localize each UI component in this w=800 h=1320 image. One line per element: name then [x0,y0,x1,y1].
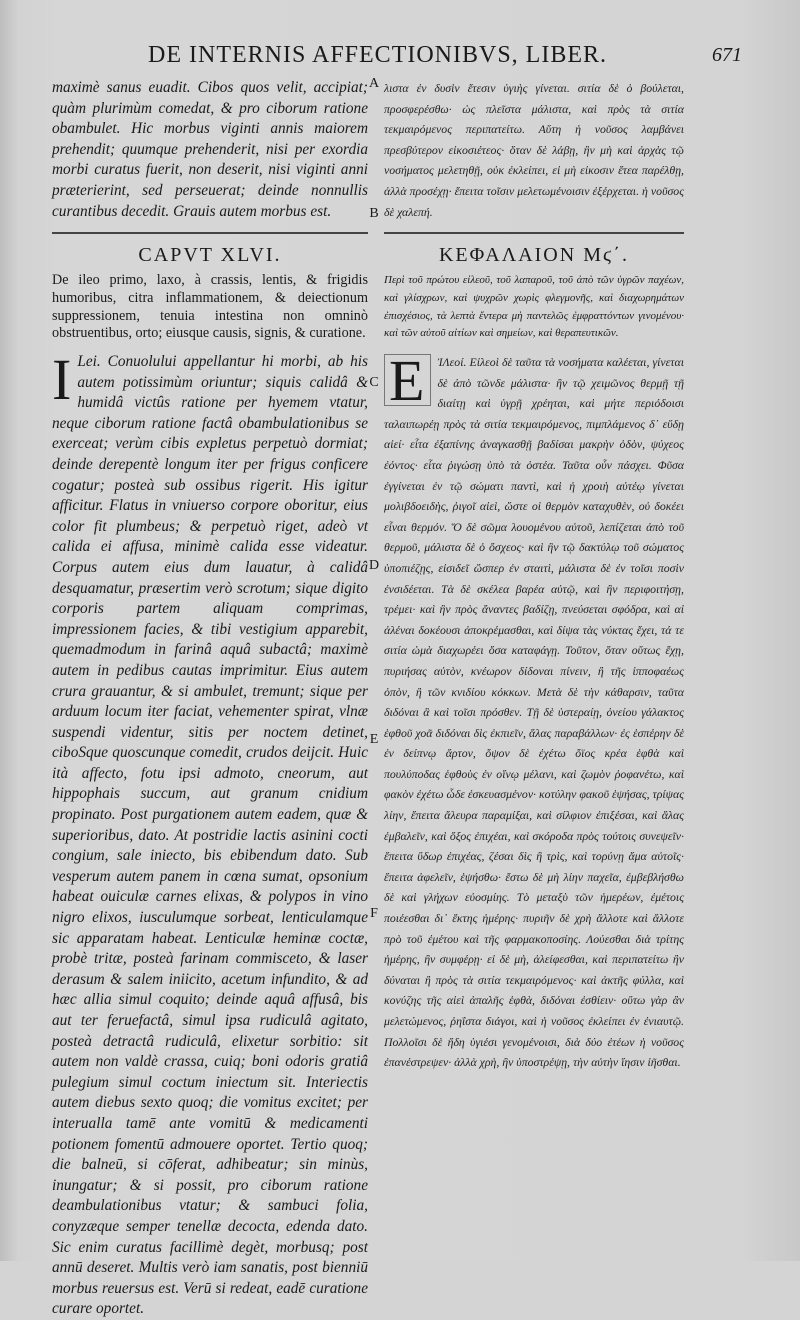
section-rule-left [52,232,368,234]
latin-initial: I [52,347,72,412]
latin-column-body [52,347,368,1318]
latin-column-top [52,78,368,224]
running-title: DE INTERNIS AFFECTIONIBVS, LIBER. [148,42,608,68]
greek-summary-block [384,272,684,350]
chapter-title-latin: CAPVT XLVI. [138,244,282,266]
latin-body-text: Lei. Conuolului appellantur hi morbi, ab his autem potissimùm oriuntur; siquis calidâ & humidâ victûs ratione per hyemem vtatur, neque ciborum ratione factâ obambulationibus se exerceat; verùm cibis expletus perpetuò dormiat; deinde derepentè longum iter per frigus conficere cogatur; posteà sub ossibus rigerit. His igitur afficitur. Flatus in vniuerso corpore oboritur, eius color fit plumbeus; & perpetuò riget, adeò vt calida ei affusa, minimè calida esse videatur. Corpus autem eius dum lauatur, à calidâ desquamatur, præsertim verò scrotum; sique digito corporis partem aliquam comprimas, impressionem facies, & tibi vestigium apparebit, quemadmodum in farinâ aquâ subactâ; maximè autem in pedibus cautas imprimitur. Eius autem crura grauantur, & si ambulet, tremunt; sique per arduum locum iter faciat, vehementer spirat, vlnæ suspendi videntur, sitis per noctem detinet, ciboSque quoscunque comedit, crudos deijcit. Huic ità affecto, fotu ipsi admoto, cneorum, aut hippophais succum, aut granum cnidium propinato. Post purgationem autem eadem, quæ & superioribus, dato. At postridie lactis asinini cocti congium, sale iniecto, bis ebibendum dato. Sub vesperum autem panem in cœna sumat, opsonium habeat ouiculæ carnes elixas, & polypos in vino nigro elixos, iusculumque sorbeat, lenticulamque sic apparatam habeat. Lenticulæ heminæ coctæ, probè tritæ, posteà farinam commisceto, & laser derasum & salem iniicito, acetum infundito, & ad hæc allia simul coquito; deinde aquâ affusâ, bis aut ter feruefactâ, simul ipsa rudiculâ agitato, posteà detractâ rudiculâ, elixetur sorbitio: sit autem non valdè crassa, cuiq; boni odoris gratiâ pulegium simul coctum iniectum sit. Interiectis autem diebus sexto quoq; die vomitus excitet; per interualla tamē ante vomitū & medicamenti potionem fomentū admouere oportet. Tertio quoq; die balneū, si cōferat, adhibeatur; sin minùs, inungatur; & si possit, pro ciborum ratione deambulationibus vtatur; & sambuci folia, conyzæque semper tenellæ decocta, edenda dato. Sic enim curatus facillimè degèt, morbusq; post annū deseret. Multis verò iam sanatis, post bienniū morbus reuersus est. Verū si redeat, eadē curatione curare oportet. [52,353,368,1318]
greek-column-top [384,78,684,224]
chapter-summary-greek: Περὶ τοῦ πρώτου εἰλεοῦ, τοῦ λαπαροῦ, τοῦ ἀπὸ τῶν ὑγρῶν παχέων, καὶ γλίσχρων, καὶ ψυχρῶν χωρὶς φλεγμονῆς, καὶ διαχωρημάτων ἐπισχέσιος, τὰ λεπτὰ ἔντερα μὴ παντελῶς ἐμφραττόντων γινομένου· καὶ τῶν αὐτοῦ αἰτίων καὶ σημείων, καὶ θεραπευτικῶν. [384,274,684,340]
latin-summary-block [52,272,368,350]
marginal-letter-e: E [369,732,379,747]
chapter-summary-latin: De ileo primo, laxo, à crassis, lentis, & frigidis humoribus, citra inflammationem, & deiectionum suppressionem, tenuia intestina non omninò obstruentibus, orto; eiusque causis, signis, & curatione. [52,272,368,342]
marginal-letter-a: A [368,76,380,91]
chapter-title-greek: ΚΕΦΑΛΑΙΟΝ Μϛ΄. [438,244,630,266]
page-number: 671 [712,44,742,66]
greek-column-body [384,348,684,1222]
marginal-letter-c: C [369,375,379,390]
greek-continuation: λιστα ἐν δυσὶν ἔτεσιν ὑγιὴς γίνεται. σιτία δὲ ὁ βούλεται, προσφερέσθω· ὡς πλεῖστα μάλιστα, καὶ πρὸς τὰ σιτία τεκμαιρόμενος περιπατείτω. Αὕτη ἡ νοῦσος λαμβάνει πρεσβύτερον εἰκοσιέτεος· ὅταν δὲ λάβῃ, ἢν μὴ καὶ ἀρχὰς τῷ νοσήματος μελετηθῇ, οὐκ ἐκλείπει, εἰ μὴ εἰκοσιν ἔτεα παρέλθῃ, ἀλλὰ προσέχῃ· ἔπειτα τοῖσιν μελετωμένοισιν ἐξέρχεται. ἡ νοῦσος δὲ χαλεπή. [384,81,684,219]
greek-body-text: ἸΛεοί. Εἰλεοὶ δὲ ταῦτα τὰ νοσήματα καλέεται, γίνεται δὲ ἀπὸ τῶνδε μάλιστα· ἢν τῷ χειμῶνος θερμῇ τῇ διαίτῃ καὶ ὑγρῇ χρέηται, καὶ μήτε περιόδοισι ταλαιπωρέῃ πρὸς τὰ σιτία τεκμαιρόμενος, πιμπλάμενος δ᾽ εὕδῃ αἰεί· εἶτα ἐξαπίνης ἀναγκασθῇ βαδίσαι μακρὴν ὁδὸν, ψύχεος ἐόντος· εἶτα ῥιγώσῃ ὑπὸ τὰ ὀστέα. Ταῦτα οὖν πάσχει. Φῦσα ἐγγίνεται ἐν τῷ σώματι παντὶ, καὶ ἡ χροιὴ αὐτέῳ γίνεται μολιβδοειδὴς, ῥιγοῖ αἰεὶ, ὥστε οἱ θερμὸν καταχυθὲν, οὐ δοκέει εἶναι θερμόν. Ὅ δὲ σῶμα λουομένου αὐτοῦ, λεπίζεται ἀπὸ τοῦ θερμοῦ, μάλιστα δὲ ὁ ὄσχεος· καὶ ἢν τῷ δακτύλῳ τοῦ σώματος ὑποπιέζῃς, εἰσιδεῖ ὥσπερ ἐν σταιτὶ, μάλιστα δὲ ἐν τοῖσι ποσὶν ἐνσιδέεται. Τὰ δὲ σκέλεα βαρέα αὐτῷ, καὶ ἢν περιφοιτήσῃ, τρέμει· καὶ ἢν πρὸς ἄναντες βαδίζῃ, πνεύσεται σφόδρα, καὶ αἱ ἀλέναι δοκέουσι ἀποκρέμασθαι, καὶ δίψα τὰς νύκτας ἔχει, τά τε σιτία ὠμὰ διαχωρέει ὅσα καταφάγῃ. Τοῦτον, ὅταν οὕτως ἔχῃ, πυριήσας αὐτὸν, κνέωρον δίδοναι πίνειν, ἢ τῆς ἱπποφαέως ὀπὸν, ἢ τῶν κνιδίου κόκκων. Μετὰ δὲ τὴν κάθαρσιν, ταῦτα διδόναι ἃ καὶ τοῖσι πρόσθεν. Τῇ δὲ ὑστεραίῃ, ὀνείου γάλακτος ἑφθοῦ χοᾶ διδόναι δὶς ἐκπιεῖν, ἅλας παραβάλλων· ἐς ἑσπέρην δὲ ἐν δείπνῳ ἄρτον, ὄψον δὲ ἐχέτω ὄϊος κρέα ἑφθὰ καὶ πουλύποδας ἑφθοὺς ἐν οἴνῳ μέλανι, καὶ ζωμὸν ῥοφανέτω, καὶ φακὸν ἐχέτω ὧδε ἐσκευασμένον· κοτύλην φακοῦ ἑψήσας, τρίψας λίην, ἔπειτα ἄλευρα παραμίξαι, καὶ σίλφιον ἐπιξέσαι, καὶ ἅλας ἐμβαλεῖν, καὶ ὄξος ἐπιχέαι, καὶ σκόροδα πρὸς τούτοις συνεψεῖν· ἔπειτα ὕδωρ ἐπιχέας, ζέσαι δὶς ἢ τρὶς, καὶ τορύνῃ ἅμα αὐτοῖς· ἔπειτα ἀφελεῖν, ἑψήσθω· ἔστω δὲ μὴ λίην παχεῖα, ἐμβεβλήσθω δὲ καὶ γλήχων εὐοσμίης. Τὸ μεταξὺ τῶν ἡμερέων, ἐμέτοις ποιέεσθαι δι᾽ ἕκτης ἡμέρης· πυριῆν δὲ χρὴ ἄλλοτε καὶ ἄλλοτε πρὸ τοῦ ἐμέτου καὶ τῆς φαρμακοποσίης. Λούεσθαι διὰ τρίτης ἡμέρης, ἢν συμφέρῃ· εἰ δὲ μὴ, ἀλείφεσθαι, καὶ περιπατείτω ἢν δύναται ἢ πρὸς τὰ σιτία τεκμαιρόμενος· καὶ ἀκτῆς φύλλα, καὶ κονύζης τῆς αἰεὶ ἁπαλῆς ἑφθὰ, διδόναι ἐσθίειν· οὕτω γὰρ ἂν μελετώμενος, ῥηΐστα διάγοι, καὶ ἡ νοῦσος ἐκλείπει ἐν ἐνιαυτῷ. Πολλοῖσι δὲ ἤδη ὑγιέσι γενομένοισι, διὰ δύο ἐτέων ἡ νοῦσος ἐπανέστρεψεν· ἀλλὰ χρὴ, ἢν ὑποστρέψῃ, τὴν αὐτὴν ἴησιν ἰῆσθαι. [384,355,684,1070]
marginal-letter-f: F [370,906,378,921]
marginal-letter-b: B [369,206,379,221]
latin-continuation: maximè sanus euadit. Cibos quos velit, accipiat; quàm plurimùm comedat, & pro ciborum ratione obambulet. Hic morbus viginti annis maiorem prehendit; quumque prehenderit, nisi per exordia morbi curatus fuerit, non deserit, nisi viginti anni præterierint, sed perseuerat; deinde nonnullis curantibus decedit. Grauis autem morbus est. [52,79,368,220]
marginal-letter-d: D [368,558,380,573]
greek-initial: Ε [384,354,431,406]
section-rule-right [384,232,684,234]
